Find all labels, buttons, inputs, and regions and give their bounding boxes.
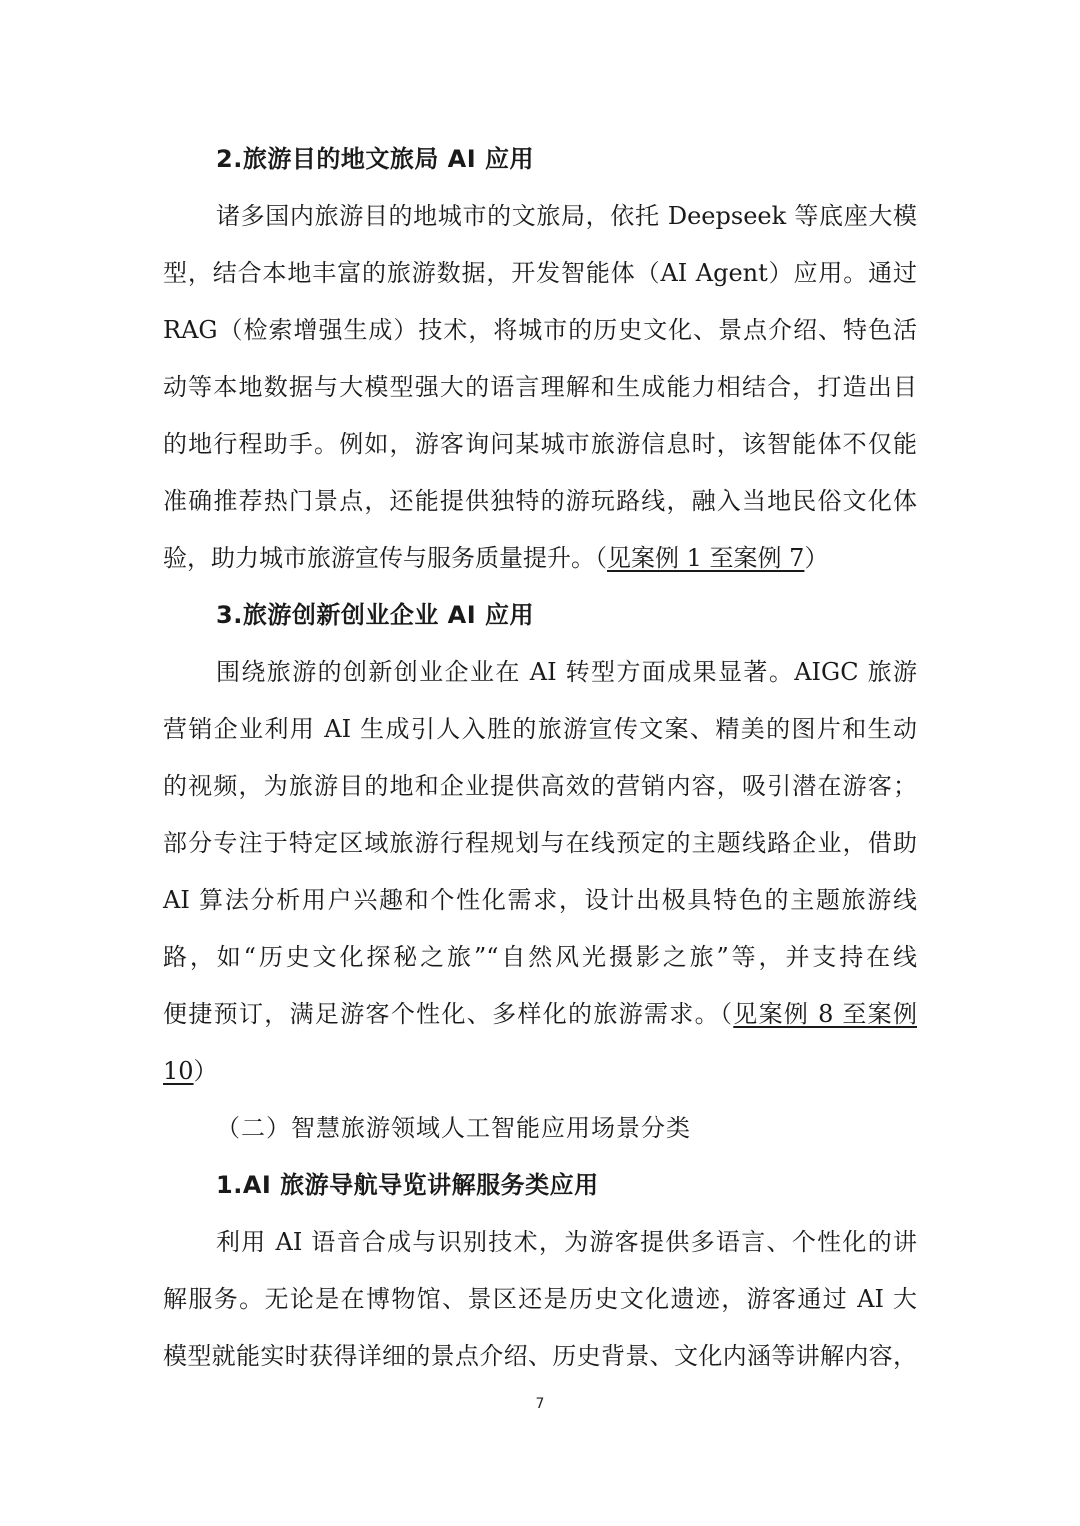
part-heading-scenario-classification: （二）智慧旅游领域人工智能应用场景分类: [216, 1114, 691, 1142]
paragraph-startups: [163, 644, 917, 1100]
case-reference-link[interactable]: 见案例 8 至案例: [733, 1000, 918, 1028]
paragraph-destination-bureau: [163, 188, 917, 587]
paragraph-line: [163, 1043, 917, 1100]
paragraph-line: 诸多国内旅游目的地城市的文旅局，依托 Deepseek 等底座大模: [216, 202, 917, 230]
paragraph-line: RAG（检索增强生成）技术，将城市的历史文化、景点介绍、特色活: [163, 316, 917, 344]
paragraph-line: 型，结合本地丰富的旅游数据，开发智能体（AI Agent）应用。通过: [163, 259, 917, 287]
paragraph-line: 解服务。无论是在博物馆、景区还是历史文化遗迹，游客通过 AI 大: [163, 1285, 917, 1313]
paragraph-navigation-guide: [163, 1214, 917, 1385]
line-text: ）: [193, 1057, 218, 1085]
section-heading-destination-bureau: 2.旅游目的地文旅局 AI 应用: [216, 145, 535, 173]
section-heading-startups: 3.旅游创新创业企业 AI 应用: [216, 601, 535, 629]
paragraph-line: [163, 530, 917, 587]
paragraph-line: 围绕旅游的创新创业企业在 AI 转型方面成果显著。AIGC 旅游: [216, 658, 917, 686]
paragraph-line: 部分专注于特定区域旅游行程规划与在线预定的主题线路企业，借助: [163, 829, 917, 857]
line-text: ）: [804, 544, 829, 572]
case-reference-link[interactable]: 10: [163, 1057, 194, 1085]
paragraph-line: 模型就能实时获得详细的景点介绍、历史背景、文化内涵等讲解内容，: [163, 1342, 917, 1370]
line-text: 验，助力城市旅游宣传与服务质量提升。（: [163, 544, 607, 572]
section-heading-navigation-guide: 1.AI 旅游导航导览讲解服务类应用: [216, 1171, 599, 1199]
case-reference-link[interactable]: 见案例 1 至案例 7: [607, 544, 805, 572]
paragraph-line: 路，如“历史文化探秘之旅”“自然风光摄影之旅”等，并支持在线: [163, 943, 917, 971]
page-content: [163, 131, 917, 1385]
line-text: 便捷预订，满足游客个性化、多样化的旅游需求。（: [163, 1000, 734, 1028]
paragraph-line: AI 算法分析用户兴趣和个性化需求，设计出极具特色的主题旅游线: [163, 886, 917, 914]
paragraph-line: 的视频，为旅游目的地和企业提供高效的营销内容，吸引潜在游客；: [163, 772, 917, 800]
paragraph-line: [163, 986, 917, 1043]
paragraph-line: 营销企业利用 AI 生成引人入胜的旅游宣传文案、精美的图片和生动: [163, 715, 917, 743]
paragraph-line: 的地行程助手。例如，游客询问某城市旅游信息时，该智能体不仅能: [163, 430, 917, 458]
paragraph-line: 动等本地数据与大模型强大的语言理解和生成能力相结合，打造出目: [163, 373, 917, 401]
paragraph-line: 准确推荐热门景点，还能提供独特的游玩路线，融入当地民俗文化体: [163, 487, 917, 515]
paragraph-line: 利用 AI 语音合成与识别技术，为游客提供多语言、个性化的讲: [216, 1228, 917, 1256]
page-number: 7: [535, 1396, 545, 1412]
